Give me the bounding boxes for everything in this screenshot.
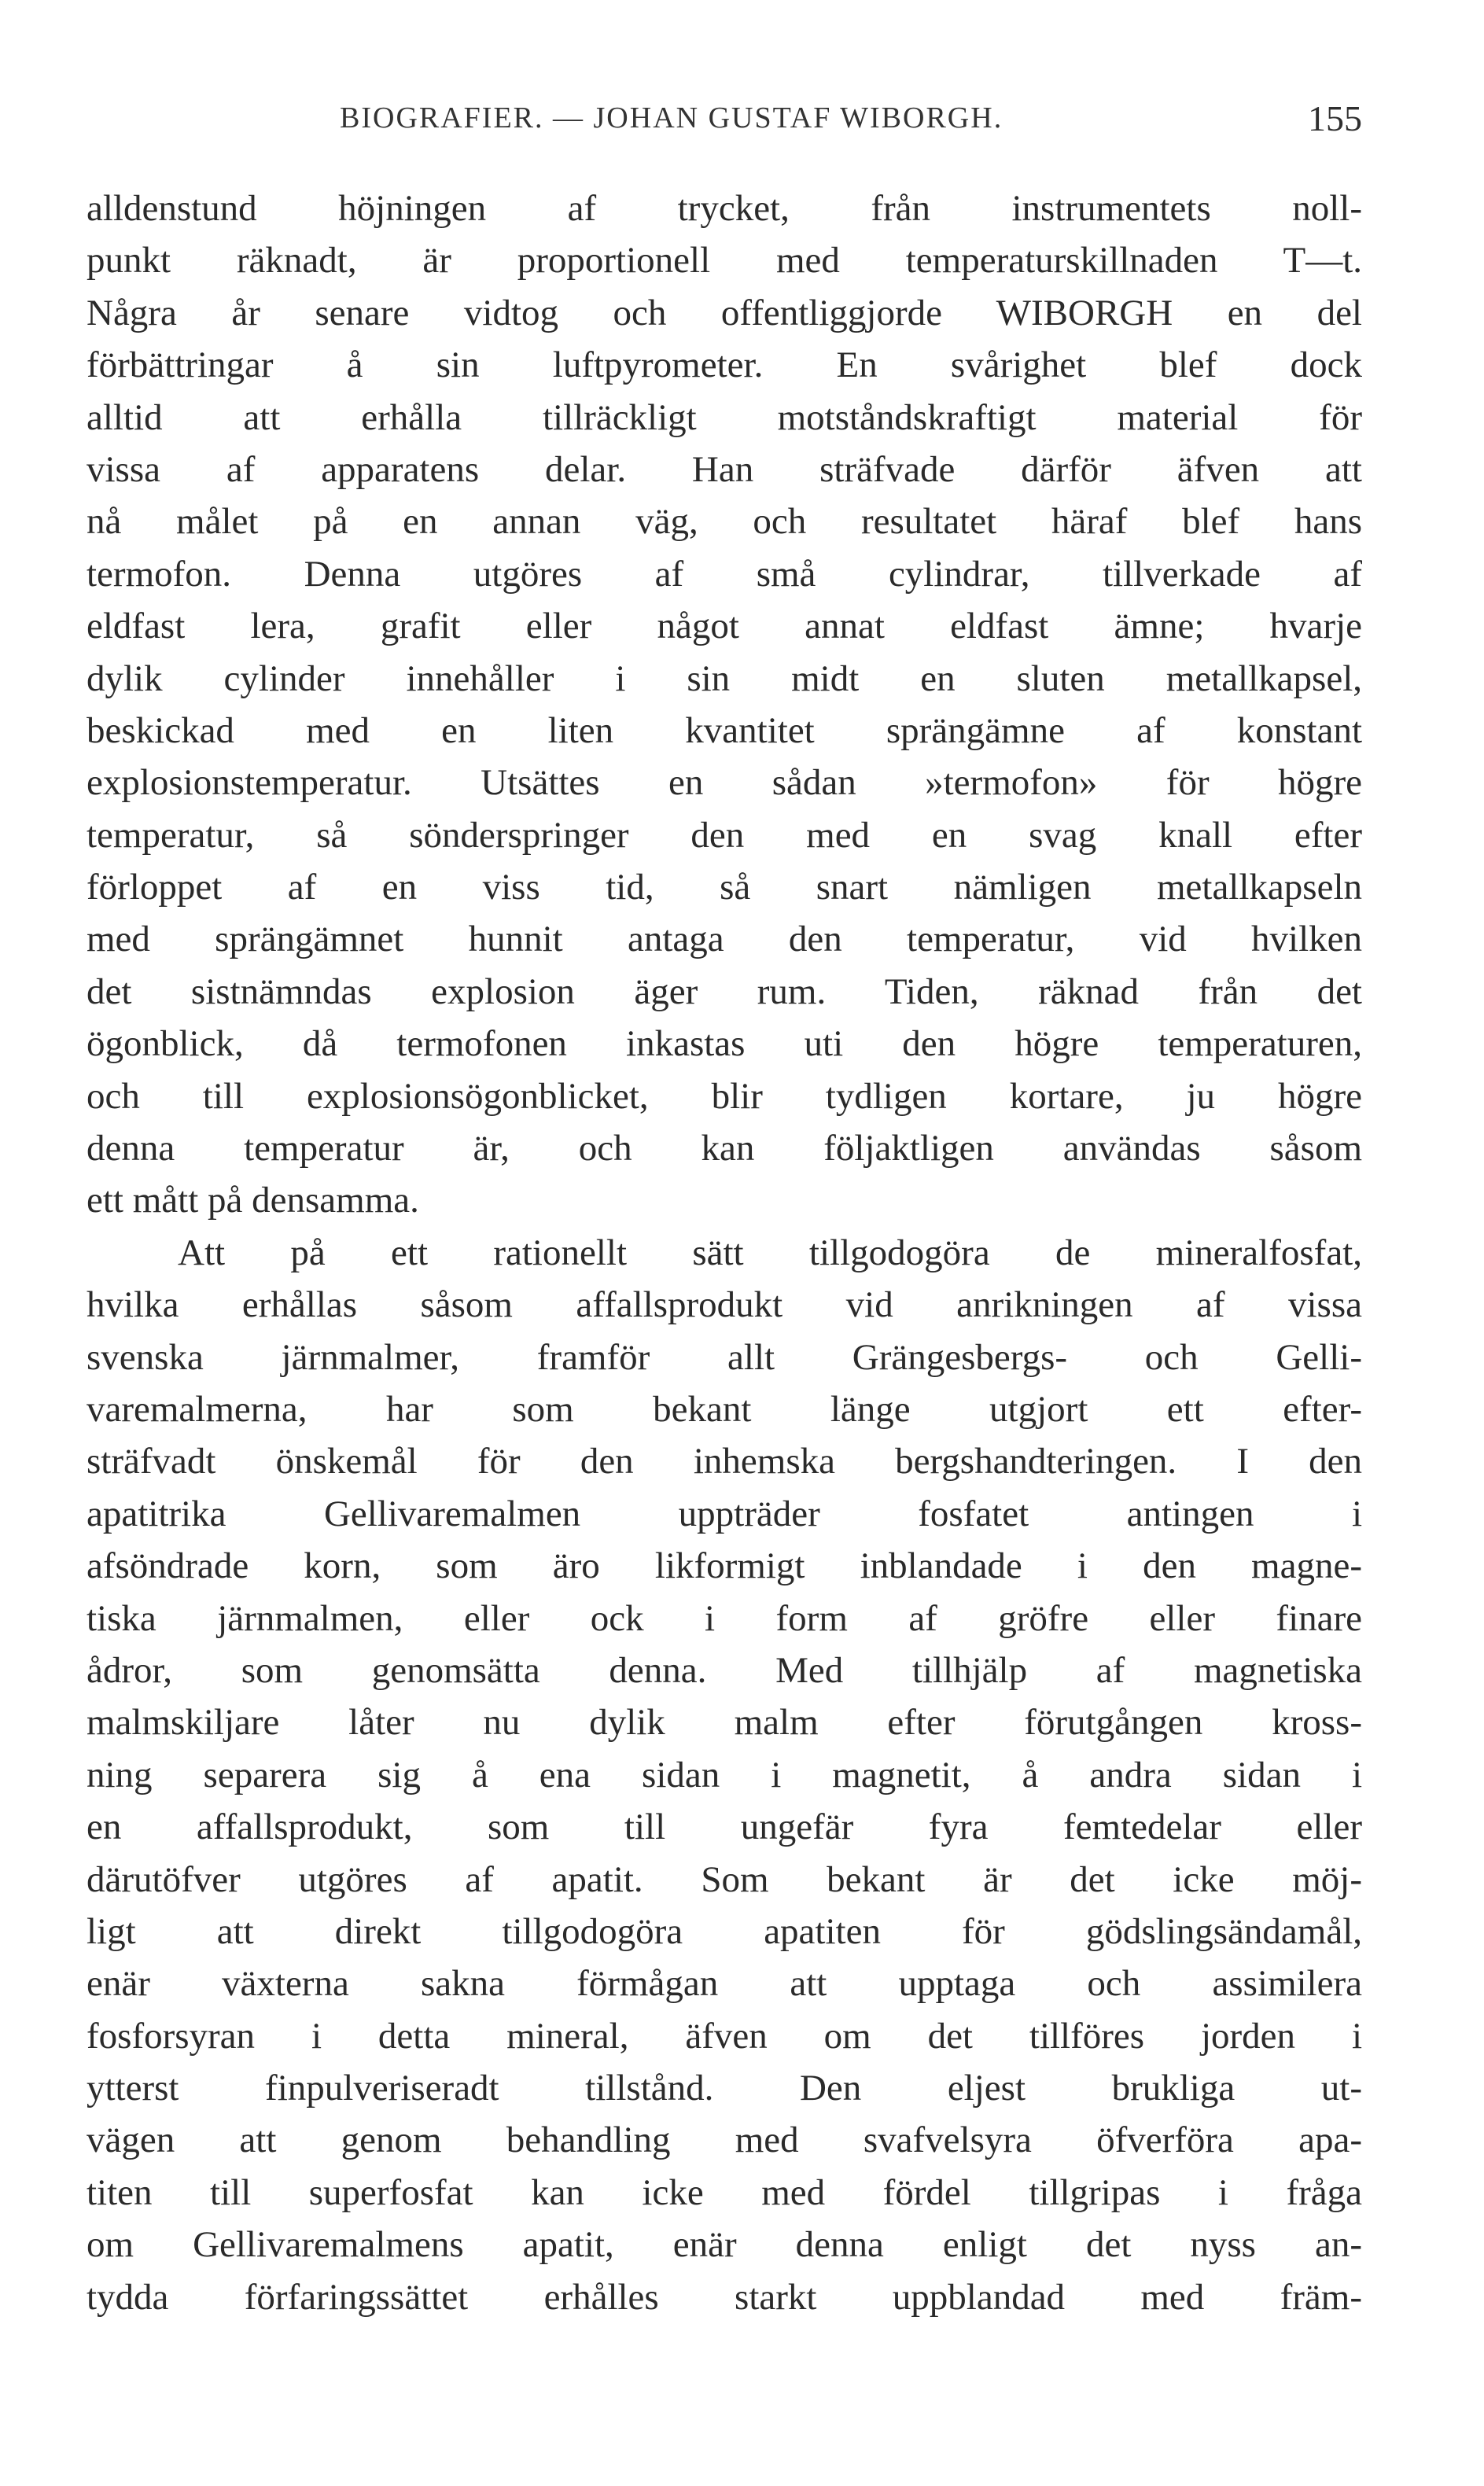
body-text bbox=[87, 182, 1362, 2323]
running-title: BIOGRAFIER. — JOHAN GUSTAF WIBORGH. bbox=[340, 101, 1003, 134]
text-line: eldfast lera, grafit eller något annat eldfast ämne; hvarje bbox=[87, 606, 1362, 647]
text-line: sträfvadt önskemål för den inhemska bergshandteringen. I den bbox=[87, 1441, 1362, 1482]
text-line: denna temperatur är, och kan följaktligen användas såsom bbox=[87, 1128, 1362, 1169]
text-line: förbättringar å sin luftpyrometer. En svårighet blef dock bbox=[87, 344, 1362, 386]
running-head bbox=[87, 98, 1362, 148]
text-line: titen till superfosfat kan icke med fördel tillgripas i fråga bbox=[87, 2171, 1362, 2213]
text-line: svenska järnmalmer, framför allt Grängesbergs- och Gelli- bbox=[87, 1336, 1362, 1378]
text-line: tydda förfaringssättet erhålles starkt uppblandad med främ- bbox=[87, 2276, 1362, 2318]
text-line: dylik cylinder innehåller i sin midt en sluten metallkapsel, bbox=[87, 657, 1362, 699]
text-line: nå målet på en annan väg, och resultatet häraf blef hans bbox=[87, 501, 1362, 543]
text-line: om Gellivaremalmens apatit, enär denna enligt det nyss an- bbox=[87, 2224, 1362, 2266]
text-line: hvilka erhållas såsom affallsprodukt vid anrikningen af vissa bbox=[87, 1284, 1362, 1326]
text-line: afsöndrade korn, som äro likformigt inblandade i den magne- bbox=[87, 1545, 1362, 1587]
text-line: temperatur, så sönderspringer den med en svag knall efter bbox=[87, 814, 1362, 856]
text-line: varemalmerna, har som bekant länge utgjort ett efter- bbox=[87, 1388, 1362, 1430]
text-line: apatitrika Gellivaremalmen uppträder fosfatet antingen i bbox=[87, 1493, 1362, 1534]
text-line: punkt räknadt, är proportionell med temperaturskillnaden T—t. bbox=[87, 240, 1362, 282]
text-line: ådror, som genomsätta denna. Med tillhjälp af magnetiska bbox=[87, 1649, 1362, 1691]
text-line: termofon. Denna utgöres af små cylindrar, tillverkade af bbox=[87, 553, 1362, 595]
page-number: 155 bbox=[1308, 98, 1362, 138]
text-line: alltid att erhålla tillräckligt motståndskraftigt material för bbox=[87, 396, 1362, 438]
text-line: ögonblick, då termofonen inkastas uti den högre temperaturen, bbox=[87, 1023, 1362, 1065]
text-line: en affallsprodukt, som till ungefär fyra femtedelar eller bbox=[87, 1806, 1362, 1848]
text-line: malmskiljare låter nu dylik malm efter förutgången kross- bbox=[87, 1702, 1362, 1744]
text-line: fosforsyran i detta mineral, äfven om det tillföres jorden i bbox=[87, 2015, 1362, 2057]
text-line: därutöfver utgöres af apatit. Som bekant är det icke möj- bbox=[87, 1858, 1362, 1900]
text-line: ett mått på densamma. bbox=[87, 1180, 419, 1221]
text-line: vägen att genom behandling med svafvelsyra öfverföra apa- bbox=[87, 2120, 1362, 2161]
text-line: enär växterna sakna förmågan att upptaga och assimilera bbox=[87, 1963, 1362, 2005]
text-line: det sistnämndas explosion äger rum. Tiden, räknad från det bbox=[87, 970, 1362, 1012]
text-line: ligt att direkt tillgodogöra apatiten för gödslingsändamål, bbox=[87, 1910, 1362, 1952]
text-line: tiska järnmalmen, eller ock i form af gröfre eller finare bbox=[87, 1597, 1362, 1639]
text-line: med sprängämnet hunnit antaga den temperatur, vid hvilken bbox=[87, 919, 1362, 960]
text-line: ning separera sig å ena sidan i magnetit, å andra sidan i bbox=[87, 1754, 1362, 1795]
text-line: explosionstemperatur. Utsättes en sådan »termofon» för högre bbox=[87, 762, 1362, 804]
text-line: förloppet af en viss tid, så snart nämligen metallkapseln bbox=[87, 867, 1362, 908]
text-line: alldenstund höjningen af trycket, från instrumentets noll- bbox=[87, 188, 1362, 229]
text-line: Att på ett rationellt sätt tillgodogöra de mineralfosfat, bbox=[178, 1232, 1362, 1273]
text-line: vissa af apparatens delar. Han sträfvade därför äfven att bbox=[87, 448, 1362, 490]
text-line: beskickad med en liten kvantitet sprängämne af konstant bbox=[87, 709, 1362, 751]
text-line: ytterst finpulveriseradt tillstånd. Den eljest brukliga ut- bbox=[87, 2068, 1362, 2109]
text-line: och till explosionsögonblicket, blir tydligen kortare, ju högre bbox=[87, 1075, 1362, 1117]
text-line: Några år senare vidtog och offentliggjorde WIBORGH en del bbox=[87, 292, 1362, 333]
